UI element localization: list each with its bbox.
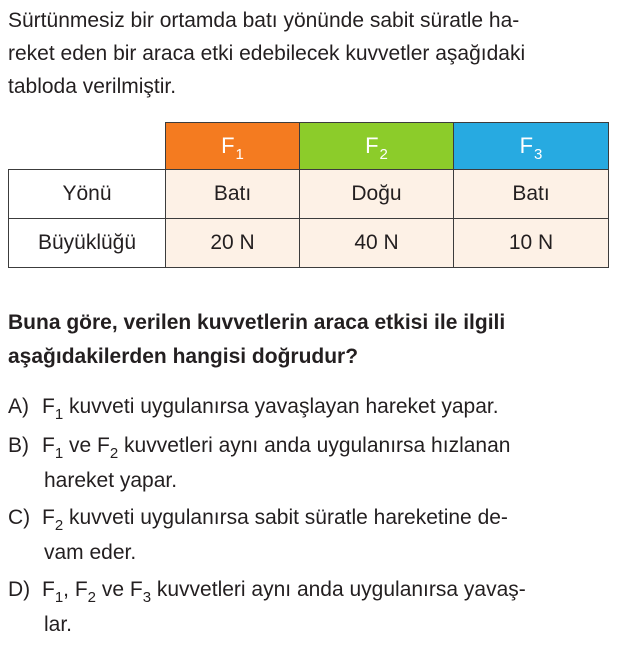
answer-options <box>8 390 614 641</box>
problem-statement <box>8 4 612 103</box>
option-d-line-2: lar. <box>44 613 73 636</box>
problem-line-3: tabloda verilmiştir. <box>8 75 177 98</box>
option-a-letter: A) <box>8 395 29 418</box>
question-line-1: Buna göre, verilen kuvvetlerin araca etkisi ile ilgili <box>8 311 506 334</box>
cell-f3-direction: Batı <box>454 170 609 219</box>
option-a-subscript: 1 <box>54 406 64 423</box>
option-b-text: kuvvetleri aynı anda uygulanırsa hızlanan <box>118 434 511 457</box>
option-d-subscript-3: 3 <box>142 589 152 606</box>
header-f3-letter: F <box>519 133 534 158</box>
option-d-connector: ve <box>96 578 130 601</box>
header-f1 <box>166 123 300 170</box>
option-c[interactable] <box>8 501 614 569</box>
option-d-force3-symbol: F <box>129 578 143 601</box>
option-c-letter: C) <box>8 506 31 529</box>
option-a-force-symbol: F <box>42 395 55 418</box>
option-b-subscript-1: 1 <box>54 445 64 462</box>
option-d-text: kuvvetleri aynı anda uygulanırsa yavaş- <box>151 578 526 601</box>
question-line-2: aşağıdakilerden hangisi doğrudur? <box>8 345 359 368</box>
forces-table <box>8 122 609 268</box>
question-text <box>8 306 614 374</box>
cell-f2-direction: Doğu <box>300 170 454 219</box>
table-row-direction <box>9 170 609 219</box>
header-f1-subscript: 1 <box>235 146 244 163</box>
cell-f1-direction: Batı <box>166 170 300 219</box>
option-c-line-2: vam eder. <box>44 541 137 564</box>
cell-f2-magnitude: 40 N <box>300 219 454 268</box>
option-d-separator: , <box>63 578 75 601</box>
row-label-direction: Yönü <box>9 170 166 219</box>
problem-line-1: Sürtünmesiz bir ortamda batı yönünde sabit süratle ha- <box>8 9 520 32</box>
header-f3-subscript: 3 <box>534 146 543 163</box>
option-a-text: kuvveti uygulanırsa yavaşlayan hareket yapar. <box>63 395 499 418</box>
option-d-subscript-2: 2 <box>87 589 97 606</box>
option-c-text: kuvveti uygulanırsa sabit süratle hareketine de- <box>63 506 508 529</box>
option-d-letter: D) <box>8 578 31 601</box>
option-b-connector: ve <box>63 434 98 457</box>
header-f2 <box>300 123 454 170</box>
header-f2-subscript: 2 <box>379 146 388 163</box>
option-b-letter: B) <box>8 434 29 457</box>
option-b-force2-symbol: F <box>97 434 110 457</box>
option-d-subscript-1: 1 <box>54 589 64 606</box>
problem-line-2: reket eden bir araca etki edebilecek kuvvetler aşağıdaki <box>8 42 526 65</box>
table-row-magnitude <box>9 219 609 268</box>
option-d-force1-symbol: F <box>42 578 55 601</box>
header-f2-letter: F <box>365 133 379 158</box>
header-f1-letter: F <box>221 133 235 158</box>
cell-f1-magnitude: 20 N <box>166 219 300 268</box>
option-c-force-symbol: F <box>42 506 55 529</box>
table-corner-empty <box>9 123 166 170</box>
option-d-force2-symbol: F <box>74 578 88 601</box>
row-label-magnitude: Büyüklüğü <box>9 219 166 268</box>
cell-f3-magnitude: 10 N <box>454 219 609 268</box>
option-b-subscript-2: 2 <box>109 445 119 462</box>
option-c-subscript: 2 <box>54 517 64 534</box>
option-b-force1-symbol: F <box>42 434 55 457</box>
forces-table-header-row <box>9 123 609 170</box>
option-a[interactable] <box>8 390 614 425</box>
header-f3 <box>454 123 609 170</box>
option-d[interactable] <box>8 573 614 641</box>
option-b[interactable] <box>8 429 614 497</box>
option-b-line-2: hareket yapar. <box>44 469 178 492</box>
